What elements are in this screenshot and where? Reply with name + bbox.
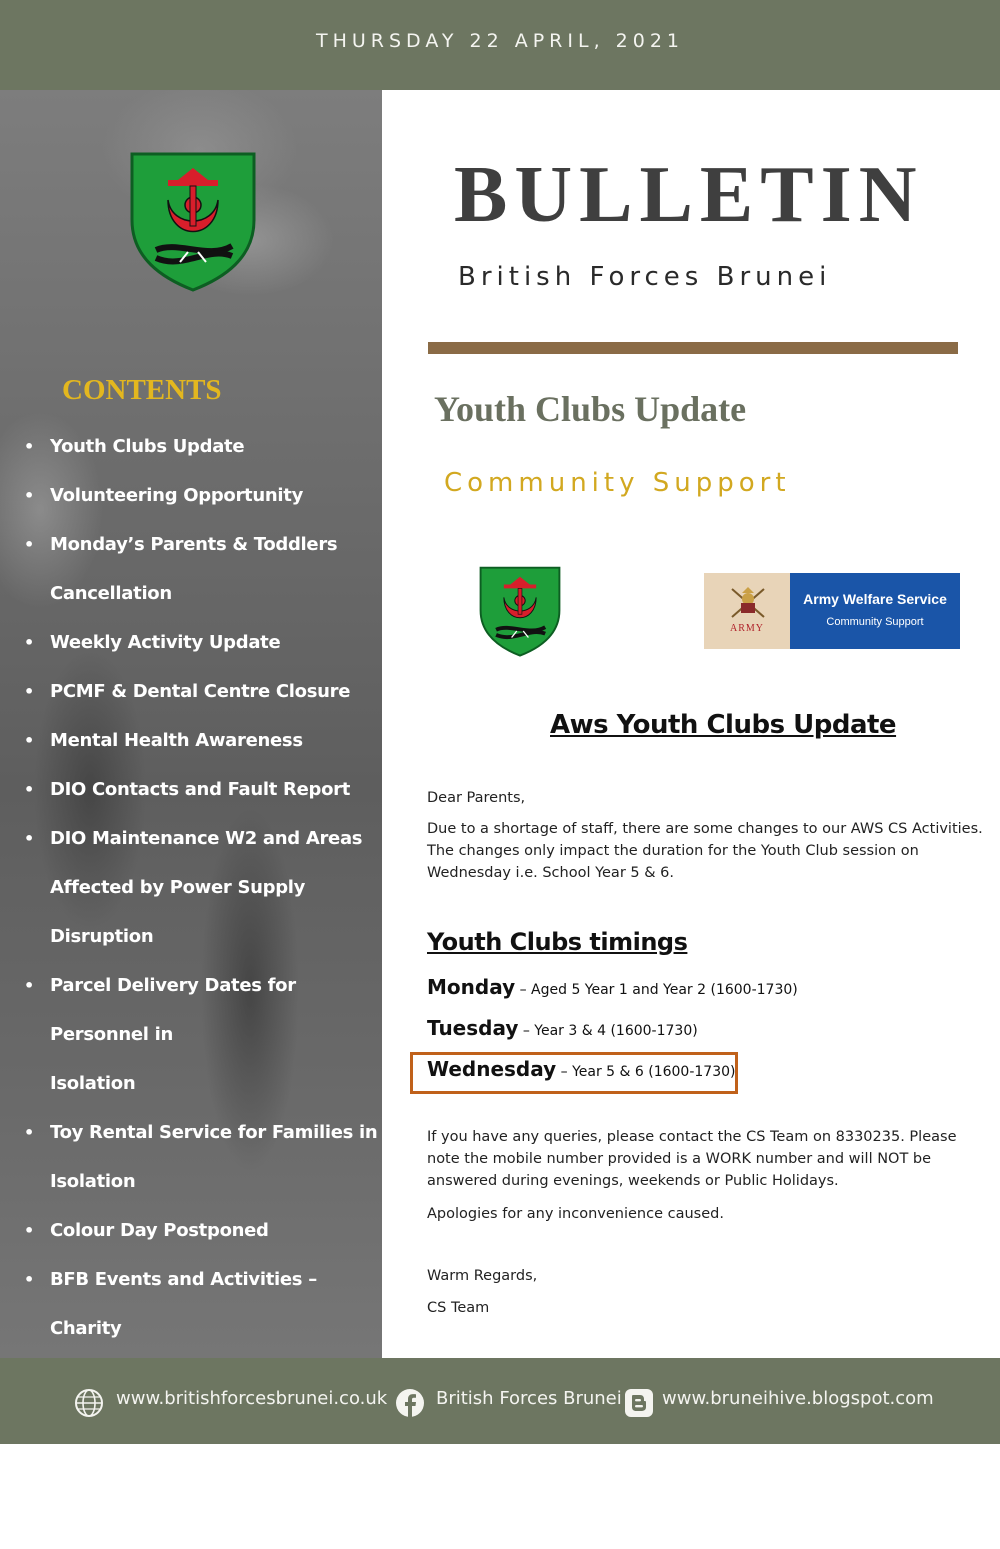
bullet-icon: • [24,731,34,750]
facebook-link[interactable]: British Forces Brunei [436,1388,622,1409]
apology-paragraph: Apologies for any inconvenience caused. [427,1206,724,1222]
contents-item [22,1451,378,1500]
contents-item [22,618,378,667]
bullet-icon: • [24,633,34,652]
regimental-shield-logo [128,150,258,292]
aws-text-panel [790,573,960,649]
contents-item-label: Cancellation [50,583,172,604]
bullet-icon: • [24,437,34,456]
contents-item [22,765,378,814]
contents-item [22,1059,378,1108]
contents-item-label: Parcel Delivery Dates for Personnel in [50,975,296,1045]
section-subtitle: Community Support [444,468,791,498]
bulletin-title: BULLETIN [454,151,924,239]
contents-item-label: Weekly Activity Update [50,632,281,653]
contents-item-label: Colour Day Postponed [50,1220,269,1241]
aws-division: Community Support [826,616,924,628]
contents-item [22,1108,378,1157]
contents-item [22,1206,378,1255]
blogger-icon [624,1388,654,1418]
contents-item [22,863,378,961]
timing-desc: – Year 5 & 6 (1600-1730) [556,1064,736,1080]
timing-wednesday [427,1057,735,1081]
intro-paragraph: Due to a shortage of staff, there are some changes to our AWS CS Activities. The changes only impact the duration for the Youth Club session on Wednesday i.e. School Year 5 & 6. [427,821,983,881]
bullet-icon: • [24,780,34,799]
timing-desc: – Year 3 & 4 (1600-1730) [518,1023,698,1039]
queries-paragraph: If you have any queries, please contact the CS Team on 8330235. Please note the mobile number provided is a WORK number and will NOT be answered during evenings, weekends or Public Holidays. [427,1129,957,1189]
timings-heading: Youth Clubs timings [427,928,688,956]
footer-band [0,1358,1000,1444]
bullet-icon: • [24,535,34,554]
timing-monday [427,975,798,999]
timing-day: Monday [427,975,516,999]
contents-item-label: Monday’s Parents & Toddlers [50,534,338,555]
contents-item-label: Volunteering Opportunity [50,485,304,506]
timing-day: Tuesday [427,1016,519,1040]
contents-item-label: BFB Events and Activities – Charity [50,1269,317,1339]
contents-item [22,1255,378,1353]
contents-item [22,569,378,618]
contents-item [22,961,378,1059]
bullet-icon: • [24,1221,34,1240]
army-welfare-service-logo [704,573,960,649]
contents-item-label: Fair, Colour Day [50,1465,205,1486]
website-link[interactable]: www.britishforcesbrunei.co.uk [116,1388,388,1409]
bullet-icon: • [24,486,34,505]
facebook-icon [395,1388,425,1418]
contents-item [22,422,378,471]
army-text: ARMY [729,623,764,634]
bullet-icon: • [24,1515,34,1534]
contents-item-label: Mental Health Awareness [50,730,303,751]
timing-day: Wednesday [427,1057,557,1081]
bullet-icon: • [24,1123,34,1142]
army-crest-panel [704,573,790,649]
regimental-shield-logo-small [478,556,562,666]
contents-heading: CONTENTS [62,374,222,406]
aws-name: Army Welfare Service [803,591,947,607]
bullet-icon: • [24,829,34,848]
divider-rule [428,342,958,354]
issue-date: THURSDAY 22 APRIL, 2021 [315,30,685,52]
contents-item-label: PCMF & Dental Centre Closure [50,681,351,702]
bullet-icon: • [24,1270,34,1289]
contents-item-label: Isolation [50,1171,136,1192]
article-title: Aws Youth Clubs Update [550,710,897,740]
greeting: Dear Parents, [427,790,526,806]
contents-item [22,471,378,520]
timing-tuesday [427,1016,698,1040]
bullet-icon: • [24,976,34,995]
contents-item [22,814,378,863]
contents-item [22,1157,378,1206]
contents-item-label: DIO Contacts and Fault Report [50,779,351,800]
contents-item-label: Toy Rental Service for Families in [50,1122,378,1143]
contents-item-label: Affected by Power Supply Disruption [50,877,306,947]
timing-desc: – Aged 5 Year 1 and Year 2 (1600-1730) [515,982,798,998]
contents-item-label: Isolation [50,1073,136,1094]
globe-icon [74,1388,104,1418]
blog-link[interactable]: www.bruneihive.blogspot.com [662,1388,934,1409]
bulletin-subtitle: British Forces Brunei [458,262,832,292]
bullet-icon: • [24,682,34,701]
contents-item-label: Youth Clubs Update [50,436,245,457]
contents-item [22,1500,378,1549]
closing: Warm Regards, [427,1268,538,1284]
army-crest-icon [726,583,770,623]
signature: CS Team [427,1300,490,1316]
contents-item [22,520,378,569]
section-title: Youth Clubs Update [434,389,747,429]
main-content [382,90,1000,1358]
contents-item [22,667,378,716]
contents-item-label: BFB Activity Calendar [50,1514,265,1535]
top-date-band [0,0,1000,90]
contents-item [22,716,378,765]
contents-item-label: DIO Maintenance W2 and Areas [50,828,363,849]
